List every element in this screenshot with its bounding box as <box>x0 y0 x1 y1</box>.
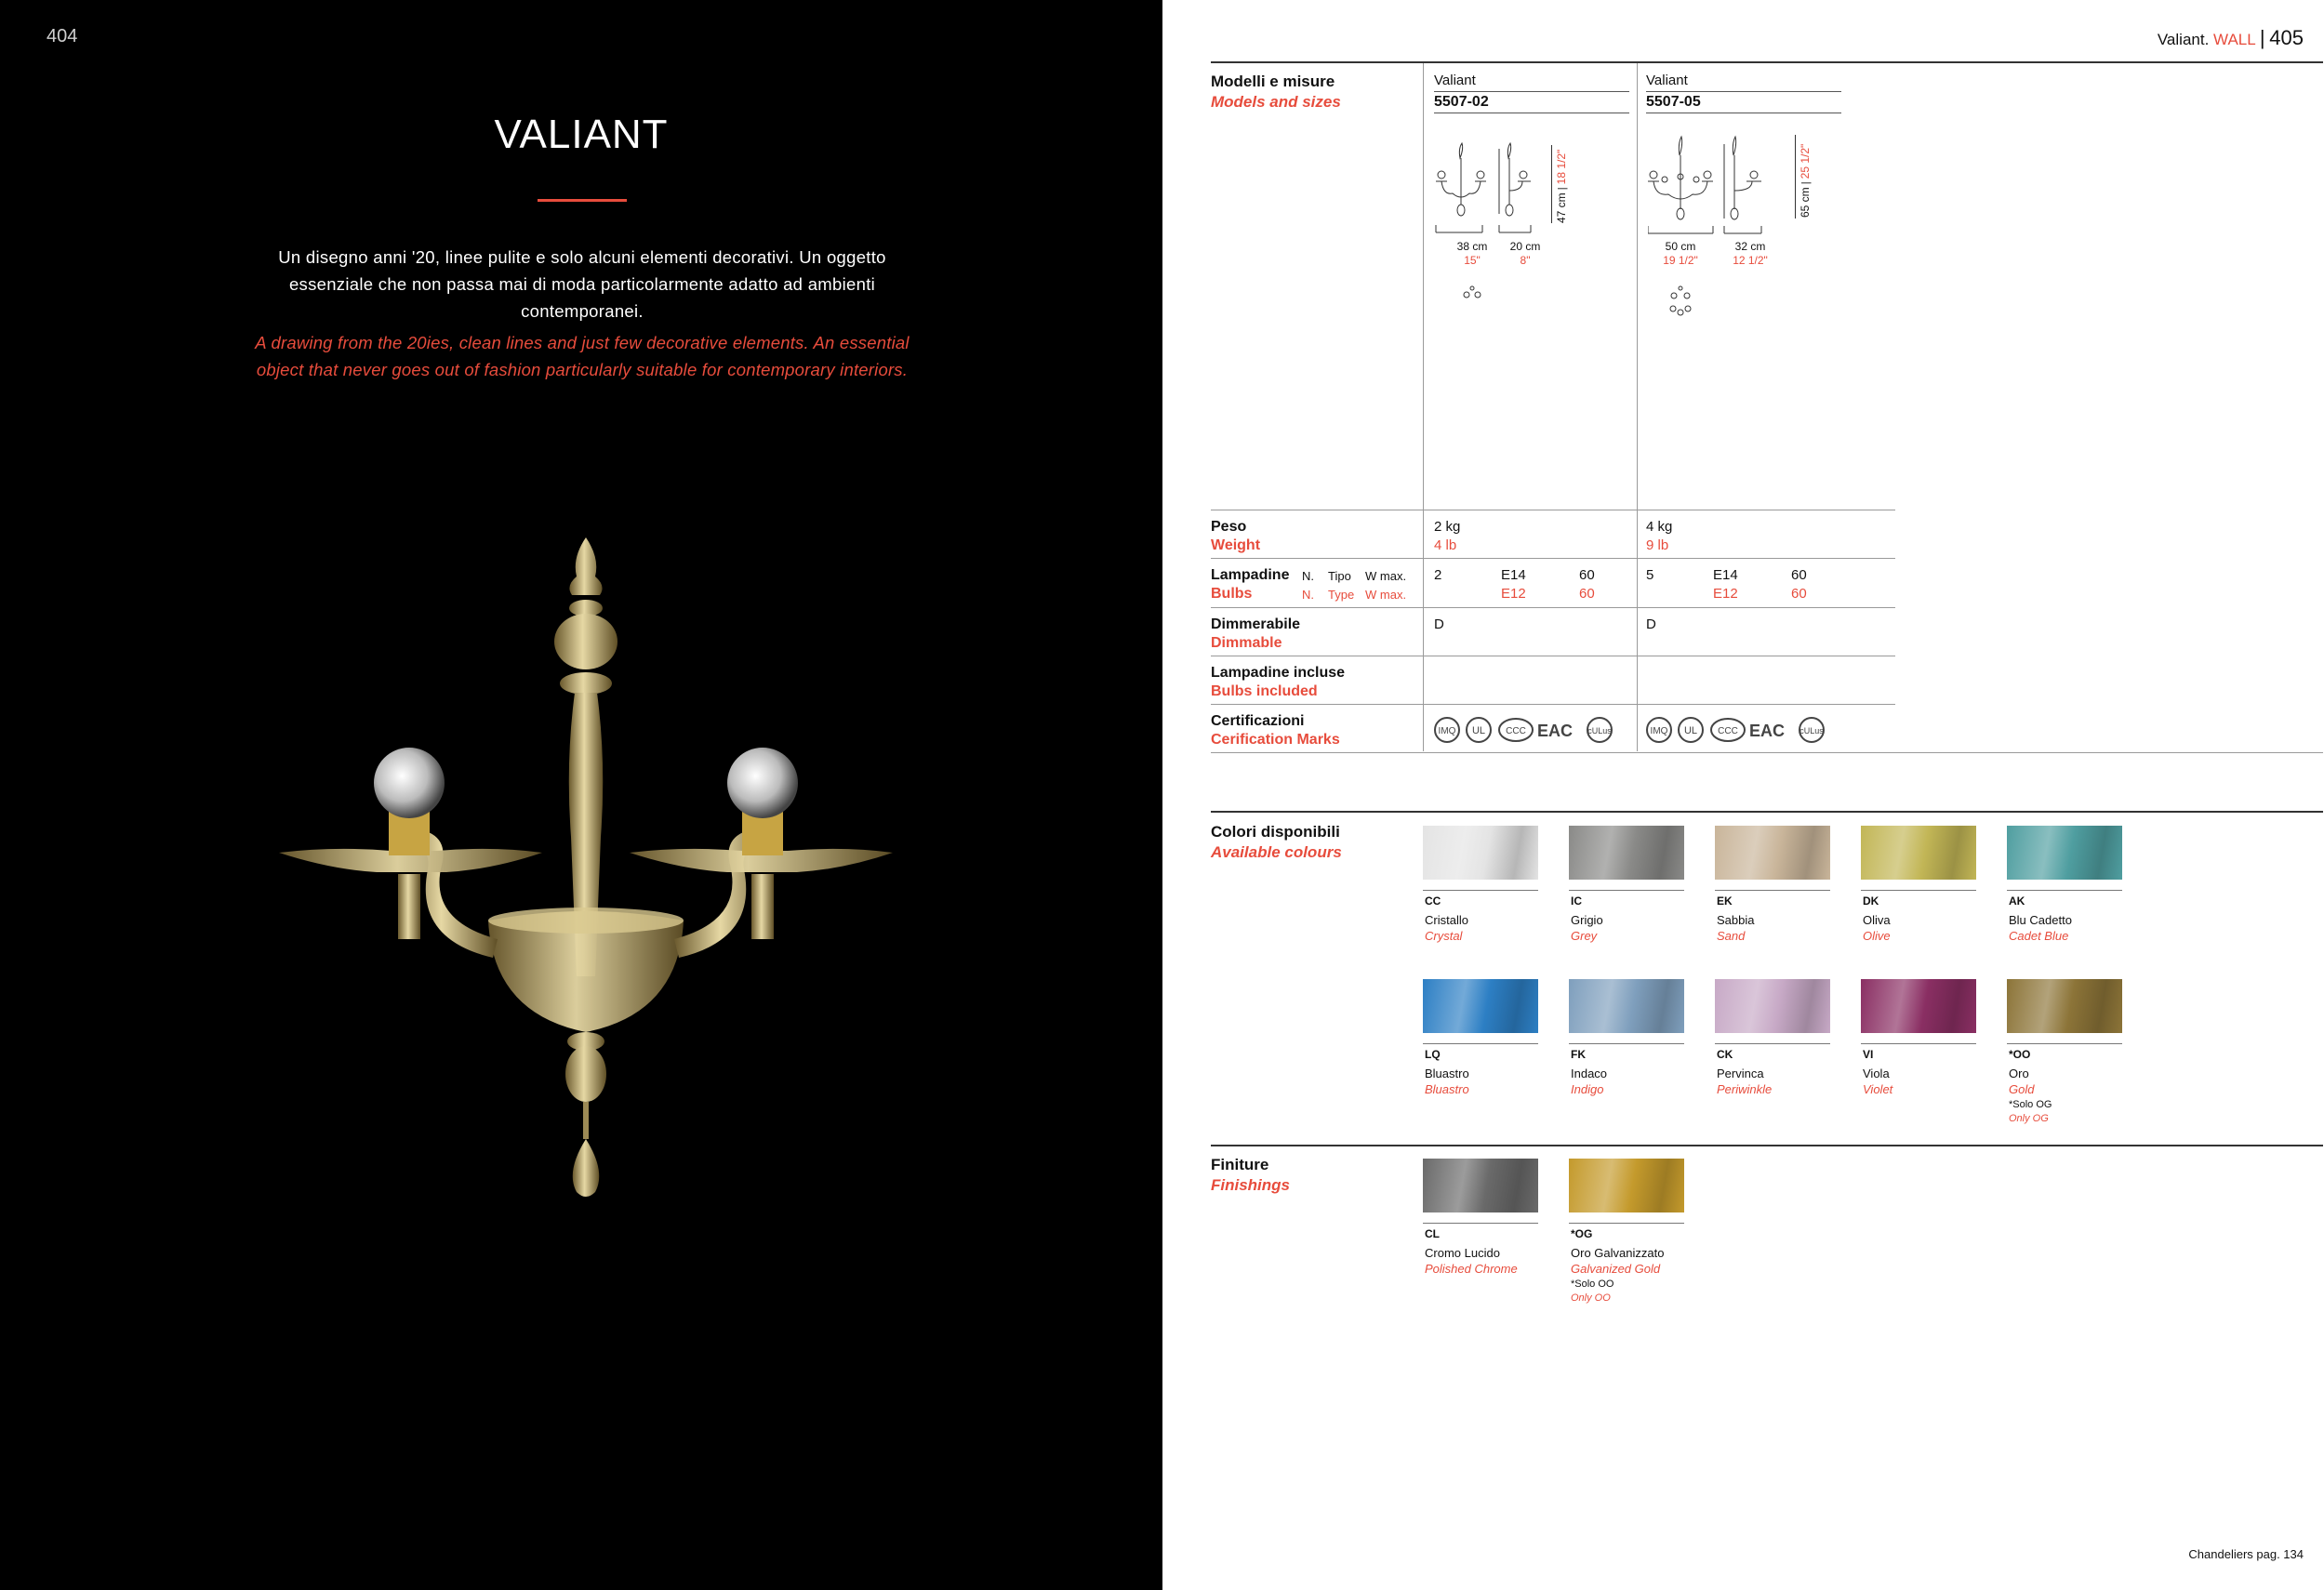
model-2-height: 65 cm | 25 1/2" <box>1799 143 1812 218</box>
swatch-code: LQ <box>1425 1048 1441 1061</box>
included-label: Lampadine incluse <box>1211 665 1346 681</box>
swatch-rule <box>2007 1043 2122 1044</box>
included-label-en: Bulbs included <box>1211 683 1318 699</box>
model-2-depth: 32 cm <box>1734 240 1766 253</box>
eac-mark: EAC <box>1536 722 1574 740</box>
model-1-code: 5507-02 <box>1434 94 1489 110</box>
culus-mark: cULus <box>1799 726 1824 735</box>
model-2-cert-marks <box>1644 715 1844 745</box>
swatch-rule <box>2007 890 2122 891</box>
swatch-rule <box>1423 1043 1538 1044</box>
swatch-name-en: Olive <box>1863 929 1891 943</box>
left-page-number: 404 <box>46 26 78 46</box>
weight-label: Peso <box>1211 519 1247 535</box>
swatch-ek <box>1715 826 1830 880</box>
model-1-dimmable: D <box>1434 616 1444 632</box>
model-1-bulbs-w: 60 <box>1579 567 1595 583</box>
swatch-name-en: Periwinkle <box>1717 1082 1773 1096</box>
swatch-oo <box>2007 979 2122 1033</box>
row-rule-end <box>1211 752 2323 753</box>
swatch-dk <box>1861 826 1976 880</box>
model-1-name: Valiant <box>1434 73 1476 88</box>
models-label-en: Models and sizes <box>1211 93 1341 111</box>
swatch-rule <box>1569 1043 1684 1044</box>
model-2-height-line <box>1795 135 1796 219</box>
bulbs-n-label: N. <box>1302 569 1314 583</box>
model-1-height: 47 cm | 18 1/2" <box>1555 149 1568 223</box>
bulbs-label-en: Bulbs <box>1211 586 1253 602</box>
column-divider-1 <box>1423 63 1424 751</box>
swatch-ic <box>1569 826 1684 880</box>
swatch-name: Sabbia <box>1717 913 1755 927</box>
bulbs-type-label-en: Type <box>1328 588 1355 602</box>
colours-rule <box>1211 811 2323 813</box>
page-header <box>2158 26 2304 50</box>
bulbs-wmax-label: W max. <box>1365 569 1407 583</box>
intro-italian: Un disegno anni '20, linee pulite e solo alcuni elementi decorativi. Un oggetto essenziale che non passa mai di moda particolarmente adatto ad ambienti contemporanei. <box>278 247 886 321</box>
finishings-label: Finiture <box>1211 1156 1269 1173</box>
dimmable-label: Dimmerabile <box>1211 616 1301 632</box>
model-2-name: Valiant <box>1646 73 1688 88</box>
model-1-depth-in: 8" <box>1520 254 1531 267</box>
swatch-name-en: Bluastro <box>1425 1082 1469 1096</box>
model-2-dimmable: D <box>1646 616 1656 632</box>
swatch-name-en: Polished Chrome <box>1425 1262 1518 1276</box>
swatch-name: Pervinca <box>1717 1067 1764 1080</box>
model-2-weight-lb: 9 lb <box>1646 537 1669 553</box>
header-brand: Valiant. <box>2157 31 2210 48</box>
imq-mark: IMQ <box>1438 726 1456 736</box>
model-1-bulb-layout-icon <box>1462 285 1482 299</box>
cert-label-en: Cerification Marks <box>1211 732 1340 748</box>
swatch-ck <box>1715 979 1830 1033</box>
model-2-weight: 4 kg <box>1646 519 1673 535</box>
ul-mark: UL <box>1683 725 1698 736</box>
swatch-name-en: Grey <box>1571 929 1598 943</box>
model-2-width: 50 cm <box>1665 240 1696 253</box>
models-label: Modelli e misure <box>1211 73 1335 90</box>
swatch-vi <box>1861 979 1976 1033</box>
swatch-cc <box>1423 826 1538 880</box>
swatch-code: CL <box>1425 1227 1440 1240</box>
row-rule-dimmable <box>1211 607 1895 608</box>
model-1-drawing <box>1434 139 1546 242</box>
model-2-rule <box>1646 91 1841 92</box>
swatch-note: *Solo OG <box>2009 1099 2052 1110</box>
swatch-note-en: Only OO <box>1571 1292 1611 1304</box>
swatch-ak <box>2007 826 2122 880</box>
swatch-rule <box>1423 890 1538 891</box>
swatch-name: Bluastro <box>1425 1067 1469 1080</box>
swatch-rule <box>1423 1223 1538 1224</box>
bulbs-n-label-en: N. <box>1302 588 1314 602</box>
row-rule-bulbs <box>1211 558 1895 559</box>
swatch-rule <box>1861 1043 1976 1044</box>
finishings-rule <box>1211 1145 2323 1146</box>
swatch-code: *OO <box>2009 1048 2031 1061</box>
swatch-og <box>1569 1159 1684 1212</box>
swatch-fk <box>1569 979 1684 1033</box>
model-2-bulbs-n: 5 <box>1646 567 1654 583</box>
swatch-cl <box>1423 1159 1538 1212</box>
colours-label-en: Available colours <box>1211 843 1342 861</box>
swatch-rule <box>1715 1043 1830 1044</box>
model-1-cert-marks <box>1432 715 1632 745</box>
colours-label: Colori disponibili <box>1211 823 1340 841</box>
page-footer: Chandeliers pag. 134 <box>2188 1547 2304 1561</box>
swatch-name-en: Gold <box>2009 1082 2035 1096</box>
column-divider-2 <box>1637 63 1638 751</box>
bulbs-wmax-label-en: W max. <box>1365 588 1407 602</box>
swatch-name-en: Indigo <box>1571 1082 1604 1096</box>
swatch-code: IC <box>1571 894 1582 908</box>
swatch-rule <box>1715 890 1830 891</box>
swatch-note-en: Only OG <box>2009 1113 2049 1124</box>
intro-english: A drawing from the 20ies, clean lines and just few decorative elements. An essential object that never goes out of fashion particularly suitable for contemporary interiors. <box>255 333 910 379</box>
title-divider <box>538 199 627 202</box>
model-1-height-line <box>1551 145 1552 223</box>
header-page-number: 405 <box>2269 26 2304 49</box>
swatch-name-en: Cadet Blue <box>2009 929 2069 943</box>
model-1-bulbs-type-en: E12 <box>1501 586 1526 602</box>
bulbs-label: Lampadine <box>1211 567 1290 583</box>
model-2-depth-in: 12 1/2" <box>1733 254 1768 267</box>
swatch-name: Cristallo <box>1425 913 1468 927</box>
swatch-code: EK <box>1717 894 1733 908</box>
swatch-code: AK <box>2009 894 2025 908</box>
swatch-lq <box>1423 979 1538 1033</box>
swatch-code: CC <box>1425 894 1441 908</box>
row-rule-cert <box>1211 704 1895 705</box>
ul-mark: UL <box>1471 725 1486 736</box>
swatch-name: Indaco <box>1571 1067 1608 1080</box>
swatch-name: Grigio <box>1571 913 1603 927</box>
swatch-name: Cromo Lucido <box>1425 1246 1500 1260</box>
model-1-bulbs-type: E14 <box>1501 567 1526 583</box>
swatch-name: Oro <box>2009 1067 2029 1080</box>
header-section: WALL <box>2213 31 2256 48</box>
swatch-name: Oliva <box>1863 913 1891 927</box>
swatch-name-en: Galvanized Gold <box>1571 1262 1661 1276</box>
bulbs-type-label: Tipo <box>1328 569 1351 583</box>
swatch-rule <box>1569 1223 1684 1224</box>
dimmable-label-en: Dimmable <box>1211 635 1282 651</box>
swatch-name-en: Crystal <box>1425 929 1463 943</box>
culus-mark: cULus <box>1587 726 1612 735</box>
right-page <box>1162 0 2324 1590</box>
swatch-code: *OG <box>1571 1227 1593 1240</box>
wall-lamp-photo <box>279 530 893 1209</box>
model-1-bulbs-n: 2 <box>1434 567 1442 583</box>
model-1-width-in: 15" <box>1464 254 1481 267</box>
header-separator: | <box>2259 26 2265 49</box>
model-2-bulbs-w: 60 <box>1791 567 1807 583</box>
ccc-mark: CCC <box>1718 726 1738 736</box>
swatch-code: VI <box>1863 1048 1874 1061</box>
model-2-code: 5507-05 <box>1646 94 1701 110</box>
swatch-name: Oro Galvanizzato <box>1571 1246 1665 1260</box>
model-1-depth: 20 cm <box>1509 240 1541 253</box>
swatch-note: *Solo OO <box>1571 1279 1614 1290</box>
model-2-width-in: 19 1/2" <box>1663 254 1698 267</box>
model-2-bulbs-type: E14 <box>1713 567 1738 583</box>
model-1-weight: 2 kg <box>1434 519 1461 535</box>
model-1-bulbs-w-en: 60 <box>1579 586 1595 602</box>
model-2-bulbs-type-en: E12 <box>1713 586 1738 602</box>
model-1-width: 38 cm <box>1456 240 1488 253</box>
weight-label-en: Weight <box>1211 537 1261 553</box>
model-2-bulb-layout-icon <box>1668 285 1693 316</box>
swatch-name: Blu Cadetto <box>2009 913 2072 927</box>
model-2-drawing <box>1648 135 1778 242</box>
swatch-code: DK <box>1863 894 1879 908</box>
imq-mark: IMQ <box>1650 726 1668 736</box>
swatch-code: FK <box>1571 1048 1586 1061</box>
swatch-name: Viola <box>1863 1067 1890 1080</box>
swatch-name-en: Sand <box>1717 929 1746 943</box>
swatch-rule <box>1861 890 1976 891</box>
swatch-name-en: Violet <box>1863 1082 1893 1096</box>
model-2-bulbs-w-en: 60 <box>1791 586 1807 602</box>
product-title: VALIANT <box>494 112 669 157</box>
swatch-code: CK <box>1717 1048 1733 1061</box>
header-rule <box>1211 61 2323 63</box>
model-1-rule <box>1434 91 1629 92</box>
ccc-mark: CCC <box>1506 726 1526 736</box>
cert-label: Certificazioni <box>1211 713 1305 729</box>
eac-mark: EAC <box>1748 722 1786 740</box>
model-1-weight-lb: 4 lb <box>1434 537 1457 553</box>
swatch-rule <box>1569 890 1684 891</box>
finishings-label-en: Finishings <box>1211 1176 1290 1194</box>
